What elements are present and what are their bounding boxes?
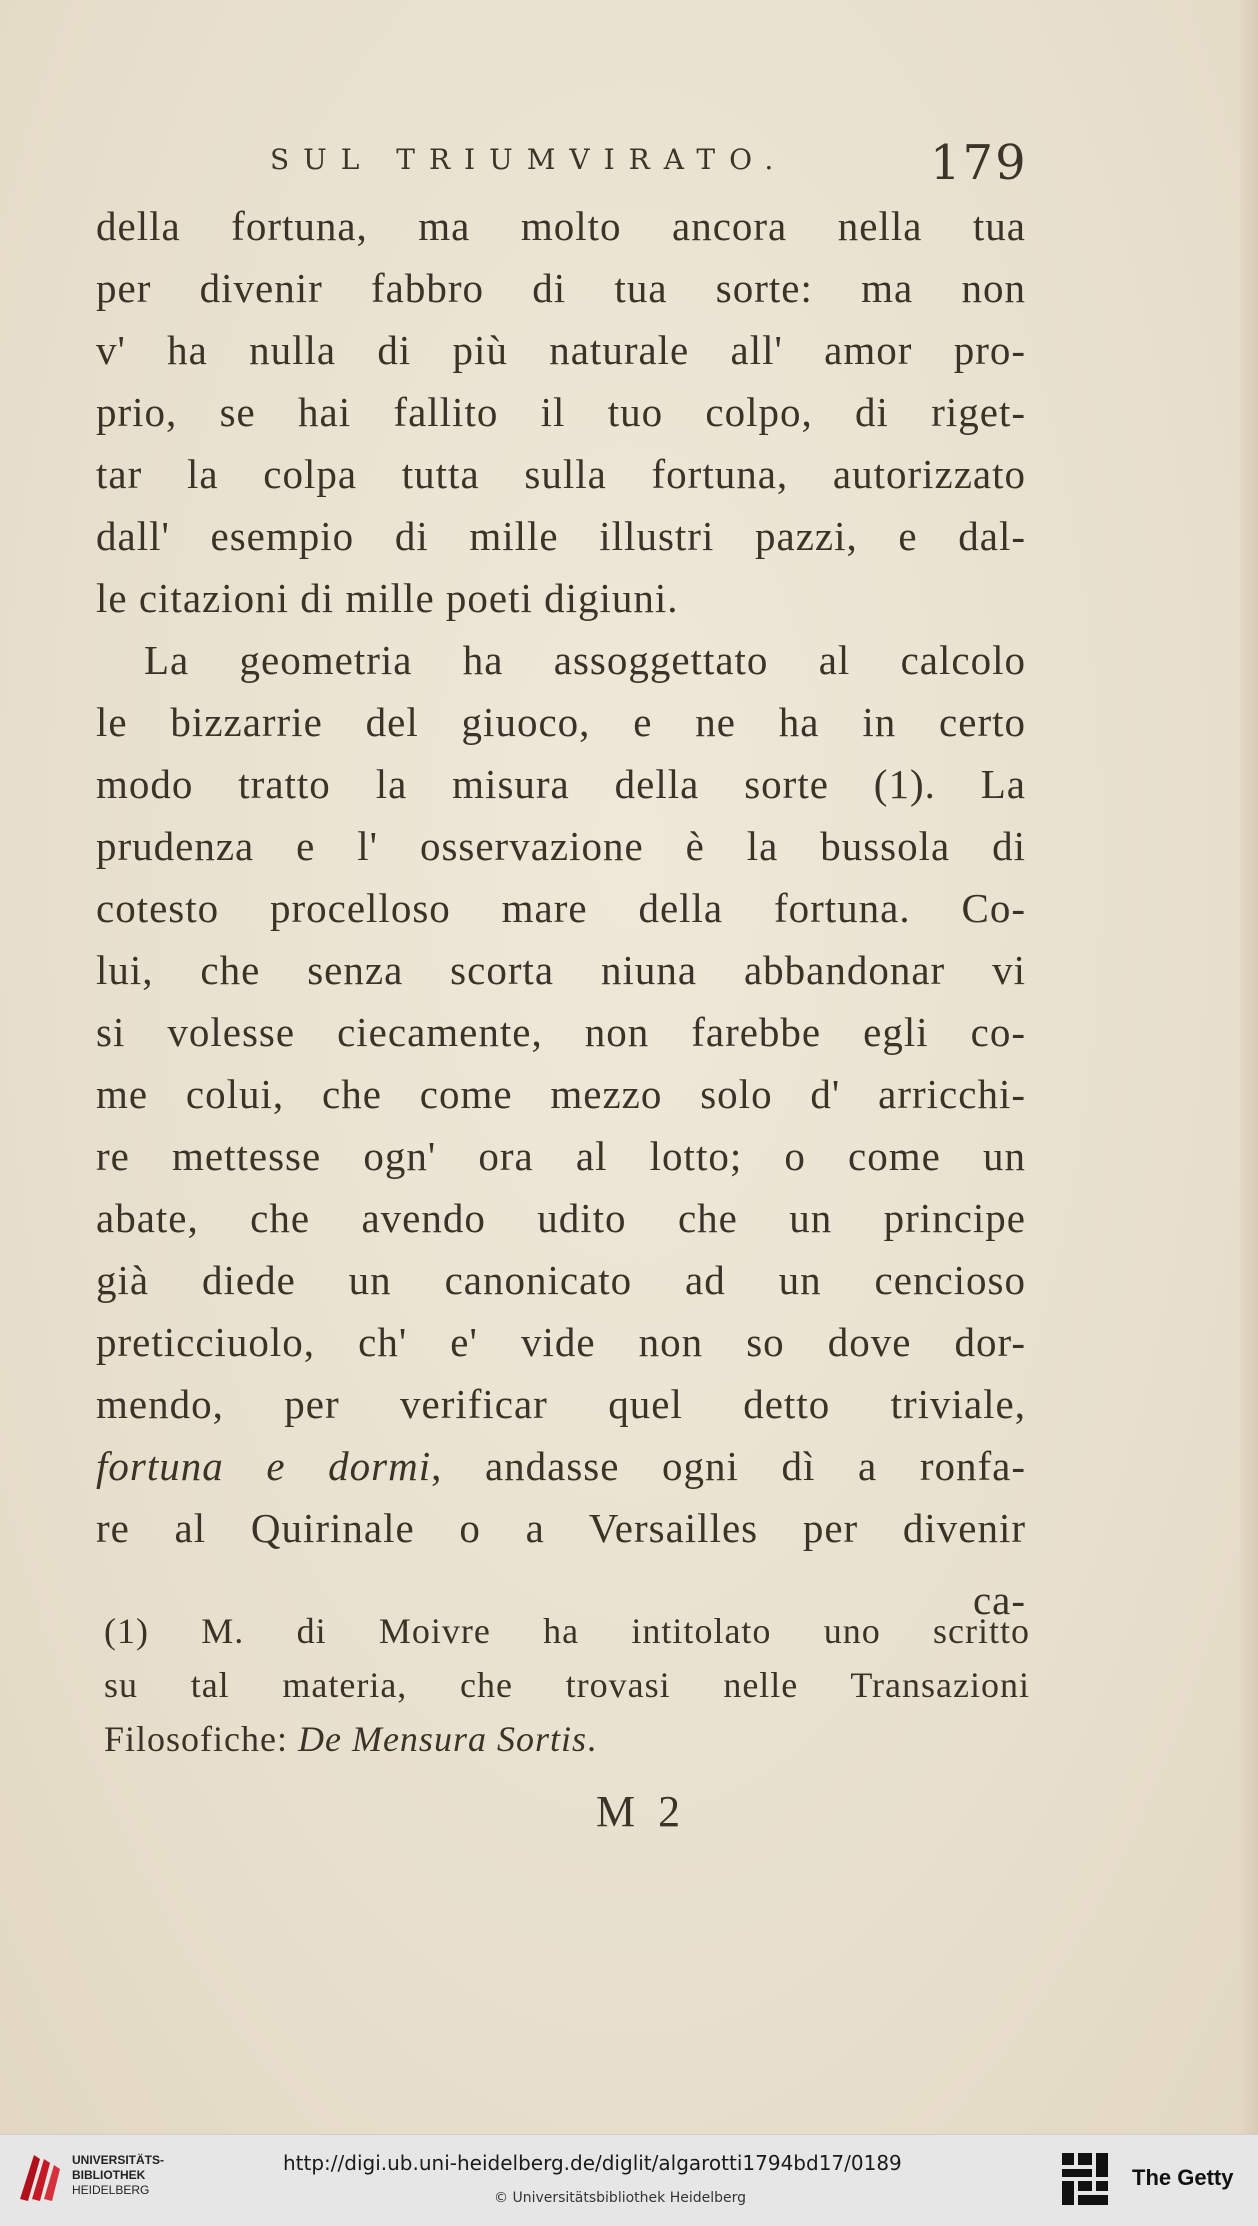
- text-line: prio, se hai fallito il tuo colpo, di riget-: [96, 389, 1026, 435]
- footnote-suffix: .: [586, 1719, 597, 1759]
- text-line: per divenir fabbro di tua sorte: ma non: [96, 265, 1026, 311]
- footer-bar: [0, 2134, 1258, 2226]
- text-line: prudenza e l' osservazione è la bussola di: [96, 823, 1026, 869]
- text-line: tar la colpa tutta sulla fortuna, autorizzato: [96, 451, 1026, 497]
- italic-phrase: fortuna e dormi: [96, 1443, 432, 1489]
- footnote: [104, 1604, 1030, 1766]
- permalink-url[interactable]: http://digi.ub.uni-heidelberg.de/diglit/algarotti1794bd17/0189: [283, 2151, 902, 2175]
- text-line: abate, che avendo udito che un principe: [96, 1195, 1026, 1241]
- text-line: mendo, per verificar quel detto triviale,: [96, 1381, 1026, 1427]
- text-line: dall' esempio di mille illustri pazzi, e dal-: [96, 513, 1026, 559]
- library-name: [72, 2153, 164, 2198]
- text-line: della fortuna, ma molto ancora nella tua: [96, 203, 1026, 249]
- text-line: si volesse ciecamente, non farebbe egli co-: [96, 1009, 1026, 1055]
- text-line: cotesto procelloso mare della fortuna. Co-: [96, 885, 1026, 931]
- library-name-line: BIBLIOTHEK: [72, 2168, 146, 2182]
- text-line: modo tratto la misura della sorte (1). La: [96, 761, 1026, 807]
- signature-mark: M 2: [596, 1787, 687, 1836]
- running-title: SUL TRIUMVIRATO.: [270, 143, 788, 176]
- footnote-prefix: Filosofiche:: [104, 1719, 298, 1759]
- text-line: re mettesse ogn' ora al lotto; o come un: [96, 1133, 1026, 1179]
- page-number: 179: [930, 135, 1028, 191]
- body-text: [96, 195, 1026, 1641]
- copyright-notice: © Universitätsbibliothek Heidelberg: [494, 2190, 747, 2206]
- text-line-with-italic: [96, 1435, 1026, 1497]
- library-name-line: UNIVERSITÄTS-: [72, 2153, 165, 2167]
- page-edge: [1240, 0, 1258, 2134]
- text-line: lui, che senza scorta niuna abbandonar vi: [96, 947, 1026, 993]
- footnote-italic-title: De Mensura Sortis: [297, 1719, 587, 1759]
- text-line: già diede un canonicato ad un cencioso: [96, 1257, 1026, 1303]
- running-head: [0, 135, 1258, 195]
- university-library-logo-icon: [14, 2149, 64, 2205]
- text-line: me colui, che come mezzo solo d' arricchi-: [96, 1071, 1026, 1117]
- catchword: ca-: [972, 1577, 1026, 1623]
- text-line: v' ha nulla di più naturale all' amor pro-: [96, 327, 1026, 373]
- footnote-line: su tal materia, che trovasi nelle Transazioni: [104, 1665, 1030, 1705]
- library-name-line: HEIDELBERG: [72, 2183, 150, 2197]
- footnote-line: (1) M. di Moivre ha intitolato uno scritto: [104, 1611, 1030, 1651]
- line-remainder: , andasse ogni dì a ronfa-: [431, 1443, 1026, 1489]
- getty-logo-icon: [1060, 2151, 1112, 2209]
- text-line: le citazioni di mille poeti digiuni.: [96, 575, 679, 621]
- footnote-line: [104, 1712, 1030, 1766]
- text-line: le bizzarrie del giuoco, e ne ha in certo: [96, 699, 1026, 745]
- partner-name: The Getty: [1132, 2165, 1234, 2190]
- paragraph-start-line: La geometria ha assoggettato al calcolo: [144, 637, 1026, 683]
- text-line: preticciuolo, ch' e' vide non so dove dor-: [96, 1319, 1026, 1365]
- text-line: re al Quirinale o a Versailles per divenir: [96, 1505, 1026, 1551]
